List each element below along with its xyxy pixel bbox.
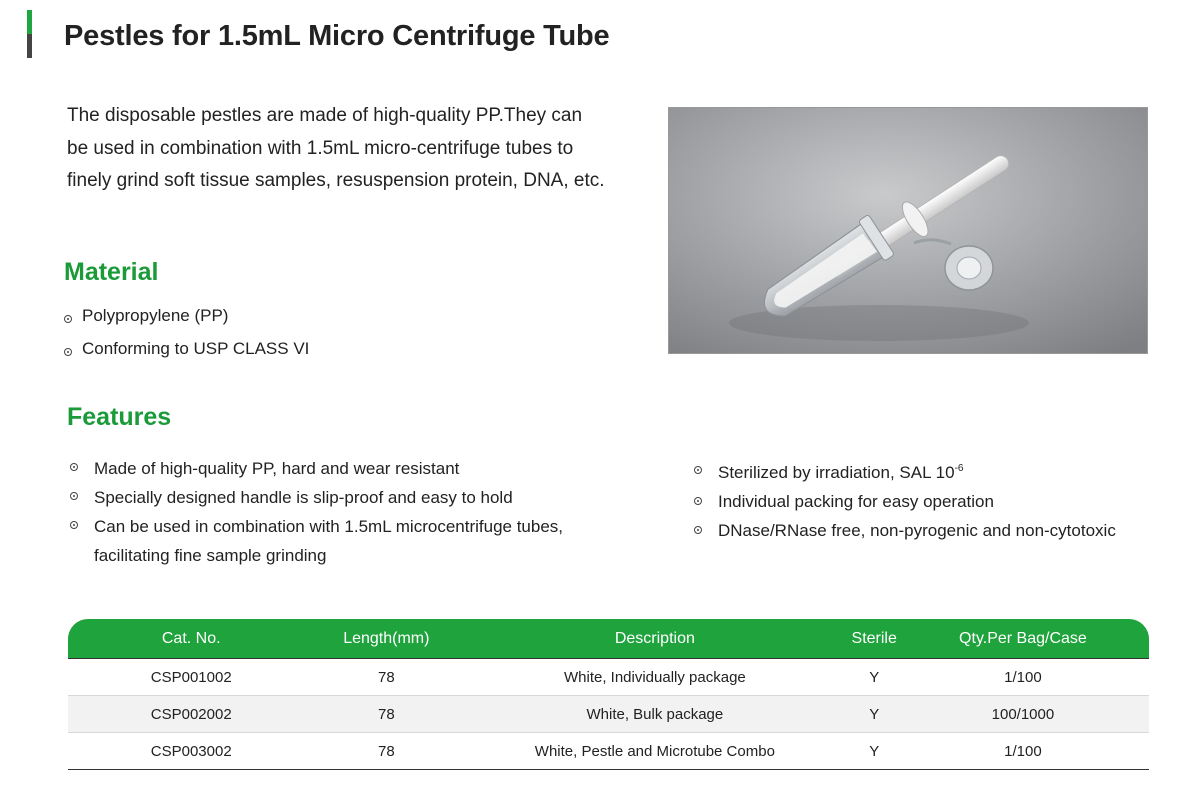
bullet-icon (70, 492, 78, 500)
list-item: DNase/RNase free, non-pyrogenic and non-cytotoxic (692, 516, 1162, 545)
description-cell: White, Pestle and Microtube Combo (458, 733, 851, 770)
bullet-icon (64, 348, 72, 356)
features-list-right (692, 454, 1162, 545)
page-title: Pestles for 1.5mL Micro Centrifuge Tube (64, 20, 610, 52)
material-heading: Material (64, 258, 159, 286)
sal-exponent: -6 (954, 463, 964, 474)
product-photo (668, 107, 1148, 354)
table-row (68, 733, 1149, 770)
list-item: Polypropylene (PP) (64, 303, 309, 336)
product-intro: The disposable pestles are made of high-quality PP.They can be used in combination with 1.5mL micro-centrifuge tubes to finely grind soft tissue samples, resuspension protein, DNA, etc. (67, 105, 605, 191)
cat-no-cell: CSP001002 (68, 659, 314, 696)
list-item: Specially designed handle is slip-proof and easy to hold (68, 483, 568, 512)
list-item: Sterilized by irradiation, SAL $10^{-6}$ (692, 454, 1162, 487)
cat-no-cell: CSP002002 (68, 696, 314, 733)
bullet-icon (694, 466, 702, 474)
description-cell: White, Individually package (458, 659, 851, 696)
length-cell: 78 (314, 696, 458, 733)
sterile-cell: Y (852, 659, 897, 696)
sterile-cell: Y (852, 696, 897, 733)
description-cell: White, Bulk package (458, 696, 851, 733)
list-item: Made of high-quality PP, hard and wear resistant (68, 454, 568, 483)
qty-cell: 1/100 (897, 659, 1149, 696)
pestle-tube-image (669, 108, 1148, 354)
features-list-left (68, 454, 568, 570)
length-cell: 78 (314, 733, 458, 770)
column-header: Qty.Per Bag/Case (897, 619, 1149, 659)
title-accent-bar (27, 10, 32, 58)
column-header: Length(mm) (314, 619, 458, 659)
table-row (68, 696, 1149, 733)
material-list (64, 303, 309, 369)
column-header: Cat. No. (68, 619, 314, 659)
list-item: Individual packing for easy operation (692, 487, 1162, 516)
list-item: Can be used in combination with 1.5mL microcentrifuge tubes, facilitating fine sample grinding (68, 512, 568, 570)
bullet-icon (694, 526, 702, 534)
table-header-row (68, 619, 1149, 659)
column-header: Sterile (852, 619, 897, 659)
length-cell: 78 (314, 659, 458, 696)
spec-table (68, 619, 1149, 770)
table-row (68, 659, 1149, 696)
column-header: Description (458, 619, 851, 659)
qty-cell: 1/100 (897, 733, 1149, 770)
bullet-icon (70, 463, 78, 471)
list-item: Conforming to USP CLASS VI (64, 336, 309, 369)
sterile-cell: Y (852, 733, 897, 770)
features-heading: Features (67, 403, 172, 431)
cat-no-cell: CSP003002 (68, 733, 314, 770)
bullet-icon (64, 315, 72, 323)
bullet-icon (70, 521, 78, 529)
qty-cell: 100/1000 (897, 696, 1149, 733)
bullet-icon (694, 497, 702, 505)
